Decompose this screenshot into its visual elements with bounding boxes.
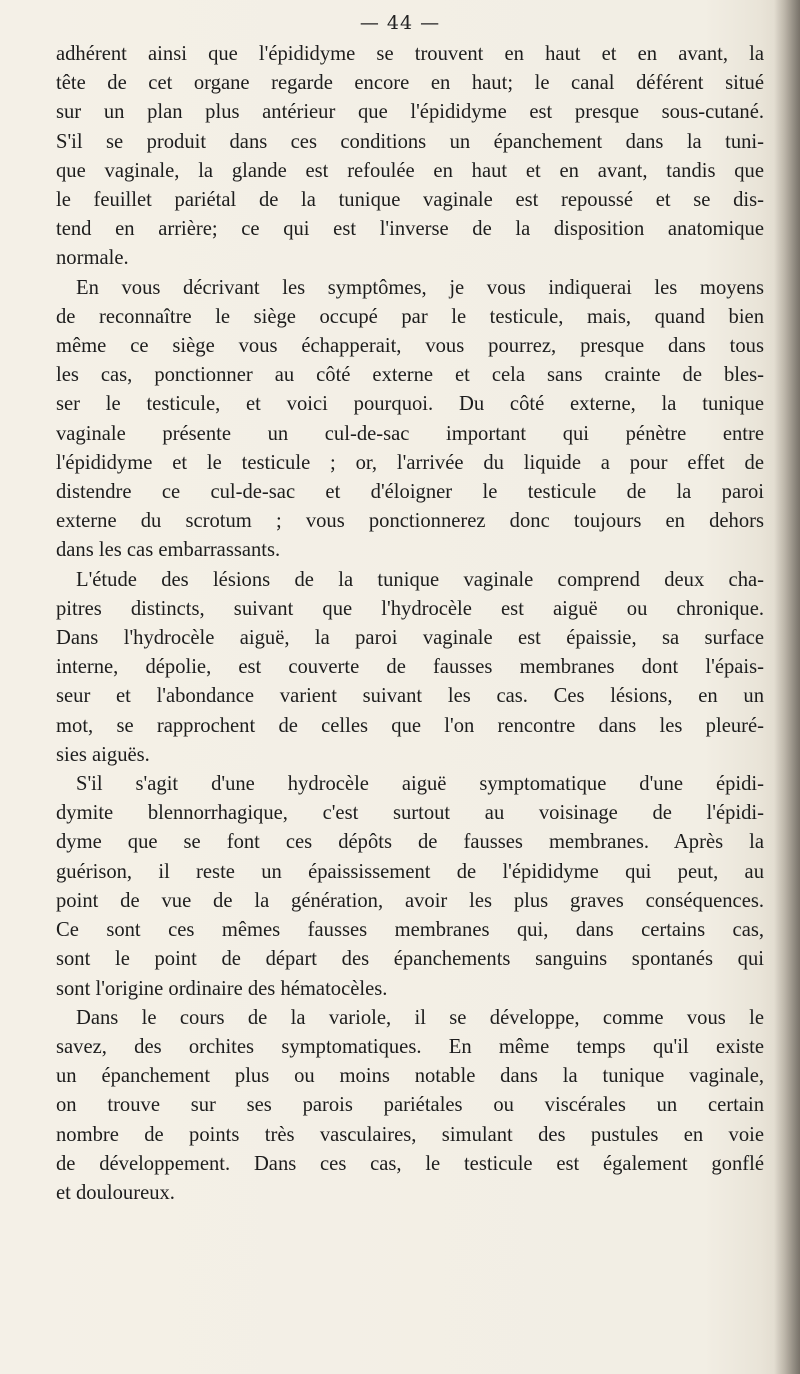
page-number: — 44 —	[359, 12, 441, 34]
body-text	[56, 40, 764, 1208]
text-line: normale.	[56, 247, 129, 270]
text-line: de reconnaître le siège occupé par le testicule, mais, quand bien	[56, 305, 764, 328]
text-line: les cas, ponctionner au côté externe et cela sans crainte de bles-	[56, 364, 764, 387]
text-line: S'il se produit dans ces conditions un épanchement dans la tuni-	[56, 130, 764, 153]
text-line: mot, se rapprochent de celles que l'on rencontre dans les pleuré-	[56, 714, 764, 737]
text-line: S'il s'agit d'une hydrocèle aiguë symptomatique d'une épidi-	[76, 773, 764, 796]
text-line: et douloureux.	[56, 1181, 175, 1204]
text-line: que vaginale, la glande est refoulée en haut et en avant, tandis que	[56, 159, 764, 182]
text-line: vaginale présente un cul-de-sac important qui pénètre entre	[56, 422, 764, 445]
text-line: Dans l'hydrocèle aiguë, la paroi vaginale est épaissie, sa surface	[56, 627, 764, 650]
text-line: nombre de points très vasculaires, simulant des pustules en voie	[56, 1123, 764, 1146]
paragraph	[56, 566, 764, 770]
text-line: interne, dépolie, est couverte de fausses membranes dont l'épais-	[56, 656, 764, 679]
paragraph	[56, 1004, 764, 1208]
text-line: L'étude des lésions de la tunique vaginale comprend deux cha-	[76, 568, 764, 591]
text-line: savez, des orchites symptomatiques. En même temps qu'il existe	[56, 1035, 764, 1058]
text-line: dymite blennorrhagique, c'est surtout au voisinage de l'épidi-	[56, 802, 764, 825]
text-line: l'épididyme et le testicule ; or, l'arrivée du liquide a pour effet de	[56, 451, 764, 474]
paragraph	[56, 770, 764, 1004]
text-line: Ce sont ces mêmes fausses membranes qui, dans certains cas,	[56, 919, 764, 942]
page-edge-shadow	[774, 0, 800, 1374]
text-line: tend en arrière; ce qui est l'inverse de la disposition anatomique	[56, 218, 764, 241]
text-line: pitres distincts, suivant que l'hydrocèle est aiguë ou chronique.	[56, 597, 764, 620]
text-line: un épanchement plus ou moins notable dans la tunique vaginale,	[56, 1065, 764, 1088]
text-line: on trouve sur ses parois pariétales ou viscérales un certain	[56, 1094, 764, 1117]
text-line: le feuillet pariétal de la tunique vaginale est repoussé et se dis-	[56, 189, 764, 212]
paragraph	[56, 40, 764, 274]
text-line: seur et l'abondance varient suivant les cas. Ces lésions, en un	[56, 685, 764, 708]
text-line: de développement. Dans ces cas, le testicule est également gonflé	[56, 1152, 764, 1175]
text-line: même ce siège vous échapperait, vous pourrez, presque dans tous	[56, 335, 764, 358]
text-line: Dans le cours de la variole, il se développe, comme vous le	[76, 1006, 764, 1029]
text-line: dyme que se font ces dépôts de fausses membranes. Après la	[56, 831, 764, 854]
text-line: sur un plan plus antérieur que l'épididyme est presque sous-cutané.	[56, 101, 764, 124]
text-line: tête de cet organe regarde encore en haut; le canal déférent situé	[56, 72, 764, 95]
text-line: ser le testicule, et voici pourquoi. Du côté externe, la tunique	[56, 393, 764, 416]
text-line: adhérent ainsi que l'épididyme se trouvent en haut et en avant, la	[56, 43, 764, 65]
text-line: guérison, il reste un épaississement de l'épididyme qui peut, au	[56, 860, 764, 883]
text-line: point de vue de la génération, avoir les plus graves conséquences.	[56, 889, 764, 912]
text-line: sies aiguës.	[56, 743, 150, 766]
text-line: sont le point de départ des épanchements sanguins spontanés qui	[56, 948, 764, 971]
text-line: sont l'origine ordinaire des hématocèles.	[56, 977, 388, 1000]
text-line: externe du scrotum ; vous ponctionnerez donc toujours en dehors	[56, 510, 764, 533]
text-line: dans les cas embarrassants.	[56, 539, 281, 562]
text-line: distendre ce cul-de-sac et d'éloigner le testicule de la paroi	[56, 481, 764, 504]
text-line: En vous décrivant les symptômes, je vous indiquerai les moyens	[76, 276, 764, 299]
paragraph	[56, 274, 764, 566]
